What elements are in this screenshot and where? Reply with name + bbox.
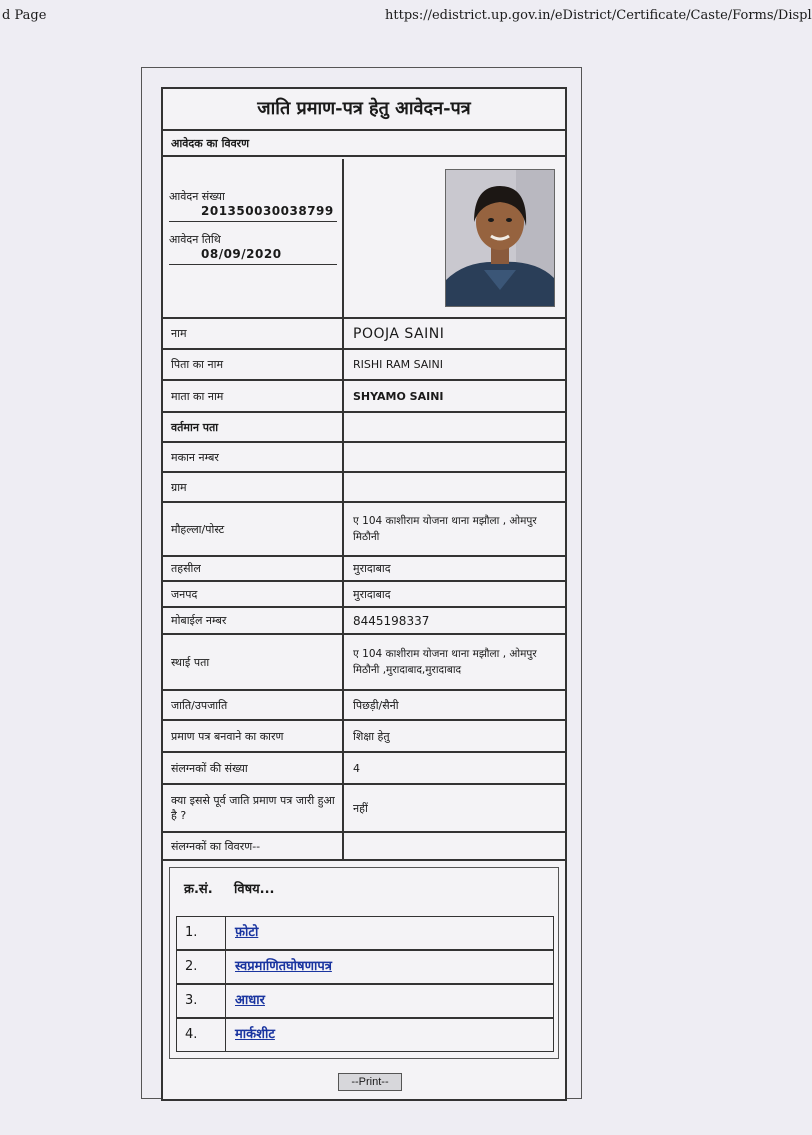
form-row-value	[353, 413, 559, 441]
form-row-attachment-details	[163, 831, 565, 861]
application-number-label: आवेदन संख्या	[169, 190, 225, 203]
col-subject: विषय...	[234, 882, 275, 897]
form-row-value: RISHI RAM SAINI	[353, 358, 444, 371]
cell-divider	[225, 917, 226, 949]
form-row-father-name	[163, 348, 565, 379]
form-row-mobile	[163, 606, 565, 633]
form-row-value: 8445198337	[353, 613, 430, 628]
browser-url: https://edistrict.up.gov.in/eDistrict/Certificate/Caste/Forms/Displ	[385, 8, 812, 23]
col-sr: क्र.सं.	[184, 882, 213, 897]
cell-divider	[225, 951, 226, 983]
application-date: 08/09/2020	[169, 247, 337, 265]
form-row-label: प्रमाण पत्र बनवाने का कारण	[171, 729, 284, 743]
form-row-district	[163, 580, 565, 606]
attachment-link-marksheet[interactable]: मार्कशीट	[235, 1027, 275, 1042]
form-row-label: जनपद	[171, 587, 198, 601]
form-row-value: मुरादाबाद	[353, 587, 391, 601]
attachment-row	[176, 950, 554, 984]
application-date-label: आवेदन तिथि	[169, 233, 221, 246]
form-row-label: माता का नाम	[171, 389, 224, 403]
form-row-value: ए 104 काशीराम योजना थाना मझौला , ओमपुर मिठौनी ,मुरादाबाद,मुरादाबाद	[353, 648, 537, 676]
attachments-table	[169, 867, 559, 1059]
attachment-sr: 2.	[185, 959, 198, 974]
form-row-house-number	[163, 441, 565, 471]
attachment-row	[176, 1018, 554, 1052]
form-row-label: क्या इससे पूर्व जाति प्रमाण पत्र जारी हुआ है ?	[171, 794, 335, 822]
attachment-sr: 3.	[185, 993, 198, 1008]
print-button[interactable]: --Print--	[338, 1073, 402, 1091]
form-row-attachment-count	[163, 751, 565, 783]
form-row-reason	[163, 719, 565, 751]
form-row-label: ग्राम	[171, 480, 187, 494]
form-row-tehsil	[163, 555, 565, 580]
form-row-label: मोबाईल नम्बर	[171, 614, 227, 627]
form-row-value	[353, 833, 559, 859]
form-row-label: वर्तमान पता	[171, 420, 219, 434]
section-heading: आवेदक का विवरण	[163, 131, 565, 157]
attachments-header	[176, 872, 554, 908]
browser-page-label: d Page	[2, 8, 47, 23]
application-number: 201350030038799	[169, 204, 337, 222]
caste-certificate-form	[161, 87, 567, 1101]
attachment-link-self-declaration[interactable]: स्वप्रमाणितघोषणापत्र	[235, 959, 332, 974]
form-row-label: जाति/उपजाति	[171, 698, 228, 712]
attachment-row	[176, 984, 554, 1018]
form-row-value: 4	[353, 761, 360, 775]
form-row-value: ए 104 काशीराम योजना थाना मझौला , ओमपुर मिठौनी	[353, 515, 537, 543]
form-row-permanent-address	[163, 633, 565, 689]
form-row-value: शिक्षा हेतु	[353, 729, 390, 743]
form-row-label: पिता का नाम	[171, 358, 224, 371]
form-row-locality-post	[163, 501, 565, 555]
attachment-row	[176, 916, 554, 950]
form-row-name	[163, 317, 565, 348]
form-row-current-address	[163, 411, 565, 441]
cell-divider	[225, 1019, 226, 1051]
applicant-photo	[445, 169, 555, 307]
attachment-link-photo[interactable]: फ़ोटो	[235, 925, 259, 940]
application-info	[169, 189, 339, 265]
form-row-value: SHYAMO SAINI	[353, 389, 444, 403]
attachment-sr: 1.	[185, 925, 198, 940]
page-title: जाति प्रमाण-पत्र हेतु आवेदन-पत्र	[163, 89, 565, 131]
cell-divider	[225, 985, 226, 1017]
form-row-value	[353, 473, 559, 501]
form-row-label: मौहल्ला/पोस्ट	[171, 522, 225, 536]
form-row-caste	[163, 689, 565, 719]
form-row-value: नहीं	[353, 801, 368, 815]
form-row-mother-name	[163, 379, 565, 411]
form-row-value: पिछड़ी/सैनी	[353, 698, 399, 712]
attachment-sr: 4.	[185, 1027, 198, 1042]
form-row-value: POOJA SAINI	[353, 325, 445, 342]
attachment-link-aadhaar[interactable]: आधार	[235, 993, 265, 1008]
form-row-village	[163, 471, 565, 501]
form-row-label: स्थाई पता	[171, 655, 210, 669]
form-row-label: मकान नम्बर	[171, 450, 219, 464]
form-row-label: नाम	[171, 327, 187, 340]
form-row-value: मुरादाबाद	[353, 562, 391, 575]
form-row-value	[353, 443, 559, 471]
form-row-previous-certificate	[163, 783, 565, 831]
form-row-label: तहसील	[171, 562, 201, 575]
form-row-label: संलग्नकों का विवरण--	[171, 839, 261, 853]
form-row-label: संलग्नकों की संख्या	[171, 761, 248, 775]
